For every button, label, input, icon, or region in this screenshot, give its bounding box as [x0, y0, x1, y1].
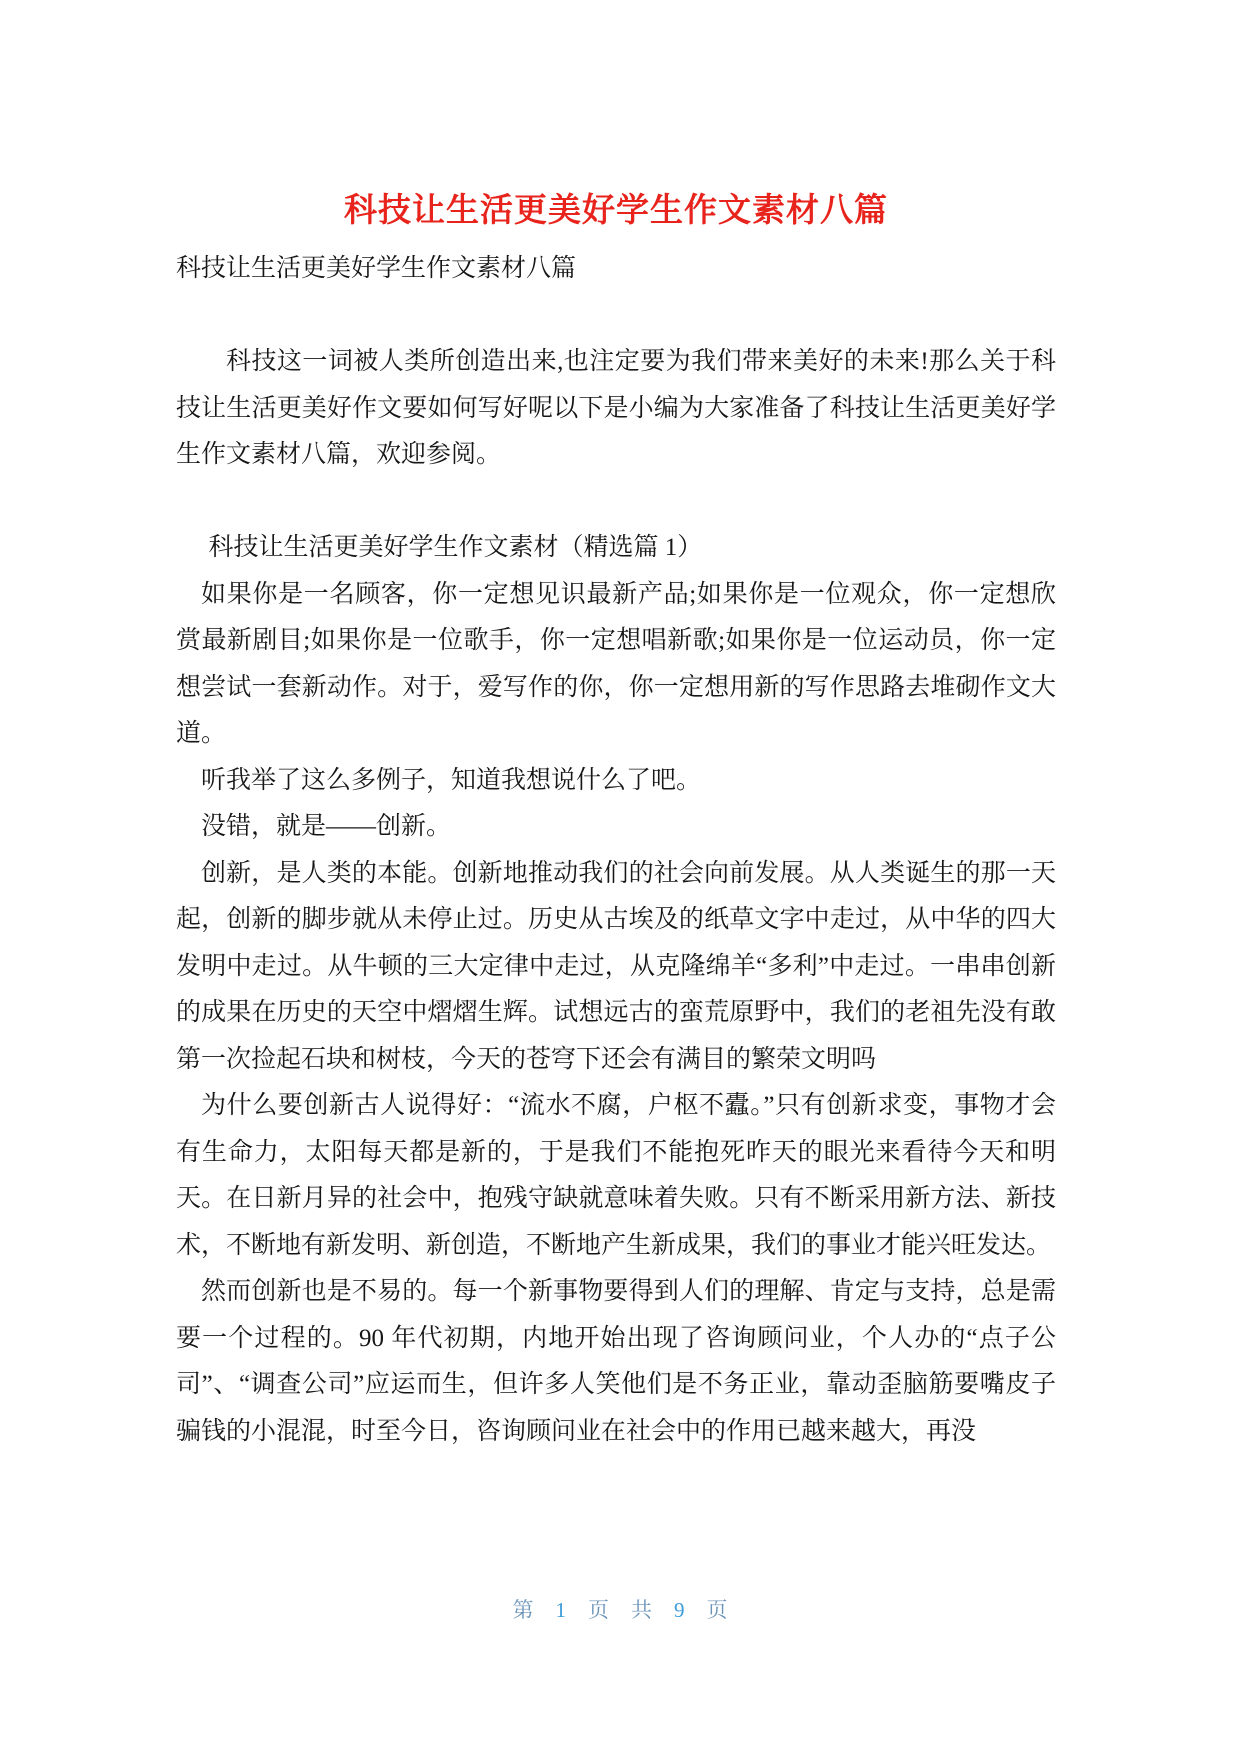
paragraph: 没错，就是——创新。	[201, 813, 452, 840]
document-title: 科技让生活更美好学生作文素材八篇	[344, 191, 888, 228]
intro-paragraph: 科技这一词被人类所创造出来,也注定要为我们带来美好的未来!那么关于科技让生活更美好作文要如何写好呢以下是小编为大家准备了科技让生活更美好学生作文素材八篇，欢迎参阅。	[176, 348, 1056, 468]
paragraph: 然而创新也是不易的。每一个新事物要得到人们的理解、肯定与支持，总是需要一个过程的。90 年代初期，内地开始出现了咨询顾问业，个人办的“点子公司”、“调查公司”应运而生，但许多人笑他们是不务正业，靠动歪脑筋要嘴皮子骗钱的小混混，时至今日，咨询顾问业在社会中的作用已越来越大，再没	[176, 1278, 1056, 1445]
footer-label: 第	[512, 1598, 534, 1622]
document-content	[176, 0, 1056, 1455]
paragraph: 创新，是人类的本能。创新地推动我们的社会向前发展。从人类诞生的那一天起，创新的脚步就从未停止过。历史从古埃及的纸草文字中走过，从中华的四大发明中走过。从牛顿的三大定律中走过，从克隆绵羊“多利”中走过。一串串创新的成果在历史的天空中熠熠生辉。试想远古的蛮荒原野中，我们的老祖先没有敢第一次捡起石块和树枝，今天的苍穹下还会有满目的繁荣文明吗	[176, 859, 1056, 1073]
document-subtitle: 科技让生活更美好学生作文素材八篇	[176, 255, 577, 282]
footer-label: 共	[631, 1598, 652, 1622]
footer-page-number: 1	[555, 1598, 566, 1622]
paragraph: 如果你是一名顾客，你一定想见识最新产品;如果你是一位观众，你一定想欣赏最新剧目;如果你是一位歌手，你一定想唱新歌;如果你是一位运动员，你一定想尝试一套新动作。对于，爱写作的你，你一定想用新的写作思路去堆砌作文大道。	[176, 580, 1056, 747]
page-footer	[0, 1596, 1240, 1624]
paragraph: 为什么要创新古人说得好：“流水不腐，户枢不蠹。”只有创新求变，事物才会有生命力，太阳每天都是新的，于是我们不能抱死昨天的眼光来看待今天和明天。在日新月异的社会中，抱残守缺就意味着失败。只有不断采用新方法、新技术，不断地有新发明、新创造，不断地产生新成果，我们的事业才能兴旺发达。	[176, 1092, 1056, 1259]
paragraph: 听我举了这么多例子，知道我想说什么了吧。	[201, 766, 702, 794]
footer-label: 页	[706, 1598, 728, 1622]
footer-total-pages: 9	[674, 1598, 685, 1622]
footer-label: 页	[588, 1598, 609, 1622]
section-heading: 科技让生活更美好学生作文素材（精选篇 1）	[208, 534, 703, 561]
